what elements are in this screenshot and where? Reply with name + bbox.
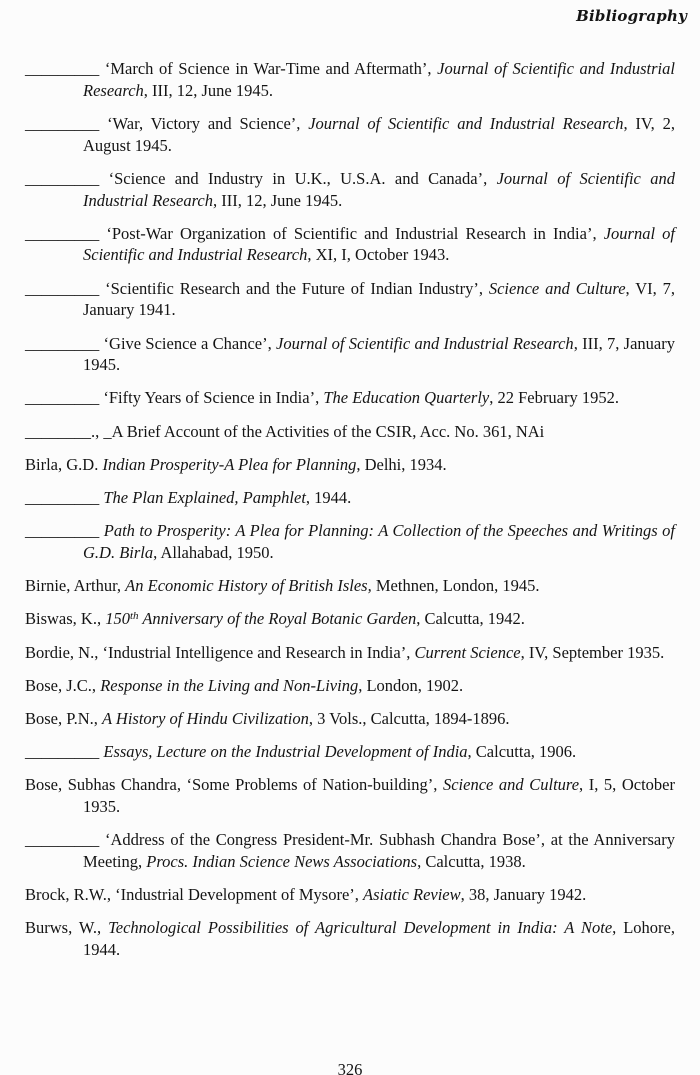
- entry-text-segment: th: [129, 610, 139, 623]
- entry-text-segment: Essays, Lecture on the Industrial Development of India: [103, 742, 468, 762]
- entry-text-segment: , 22 February 1952.: [489, 388, 619, 408]
- entry-text-segment: _________ ‘Science and Industry in U.K., U.S.A. and Canada’,: [25, 168, 497, 188]
- entry-text-segment: _________ ‘Post-War Organization of Scientific and Industrial Research in India’,: [25, 223, 604, 243]
- entry-text-segment: The Education Quarterly: [323, 388, 490, 408]
- entry-text-segment: Bose, Subhas Chandra, ‘Some Problems of Nation-building’,: [25, 775, 443, 795]
- entry-text-segment: _________: [25, 488, 104, 508]
- bibliography-entry: [25, 223, 675, 266]
- entry-text-segment: Journal of Scientific and Industrial Research: [83, 59, 675, 100]
- entry-text-segment: Journal of Scientific and Industrial Research: [276, 333, 574, 353]
- bibliography-entry: [25, 642, 675, 664]
- bibliography-entry: [25, 774, 675, 817]
- entry-text-segment: , Calcutta, 1938.: [417, 851, 526, 871]
- entry-text-segment: Technological Possibilities of Agricultural Development in India: A Note: [108, 918, 613, 938]
- bibliography-entry: [25, 884, 675, 906]
- entry-text-segment: 150: [105, 609, 130, 629]
- entry-text-segment: _________ ‘Give Science a Chance’,: [25, 333, 277, 353]
- bibliography-entry: [25, 575, 675, 597]
- entry-text-segment: _________: [25, 521, 104, 541]
- entry-text-segment: Journal of Scientific and Industrial Research: [308, 113, 624, 133]
- entry-text-segment: Procs. Indian Science News Associations: [146, 851, 418, 871]
- entry-text-segment: _________ ‘Fifty Years of Science in India’,: [25, 388, 324, 408]
- entry-text-segment: Methnen, London, 1945.: [371, 576, 540, 596]
- bibliography-entry: [25, 487, 675, 509]
- entry-text-segment: ________., _A Brief Account of the Activities of the CSIR, Acc. No. 361, NAi: [25, 421, 545, 441]
- entry-text-segment: _________ ‘March of Science in War-Time and Aftermath’,: [25, 59, 438, 78]
- entry-text-segment: , I, 5, October 1935.: [83, 775, 676, 817]
- entry-text-segment: , London, 1902.: [358, 675, 464, 695]
- entry-text-segment: , III, 7, January 1945.: [83, 333, 675, 375]
- entry-text-segment: The Plan Explained, Pamphlet: [103, 488, 306, 508]
- entry-text-segment: A History of Hindu Civilization: [102, 708, 309, 728]
- bibliography-entry: [25, 421, 675, 443]
- entry-text-segment: Journal of Scientific and Industrial Research: [83, 168, 675, 210]
- entry-text-segment: , III, 12, June 1945.: [143, 80, 274, 100]
- entry-text-segment: _________ ‘War, Victory and Science’,: [25, 113, 309, 133]
- entry-text-segment: , IV, September 1935.: [520, 642, 665, 662]
- entry-text-segment: , 3 Vols., Calcutta, 1894-1896.: [308, 708, 510, 728]
- bibliography-entry: [25, 333, 675, 376]
- bibliography-entry: [25, 675, 675, 697]
- bibliography-entry: [25, 278, 675, 321]
- entry-text-segment: Brock, R.W., ‘Industrial Development of Mysore’,: [25, 885, 364, 905]
- entry-text-segment: Bose, P.N.,: [25, 708, 103, 728]
- entry-text-segment: Bordie, N., ‘Industrial Intelligence and Research in India’,: [25, 642, 415, 662]
- entry-text-segment: Burws, W.,: [25, 918, 109, 938]
- entry-text-segment: , Allahabad, 1950.: [153, 542, 274, 562]
- entry-text-segment: Path to Prosperity: A Plea for Planning: A Collection of the Speeches and Writings of G.D. Birla: [83, 521, 676, 562]
- entry-text-segment: , VI, 7, January 1941.: [83, 278, 676, 320]
- entry-text-segment: Asiatic Review: [363, 885, 461, 905]
- entry-text-segment: , IV, 2, August 1945.: [83, 113, 675, 155]
- entry-text-segment: _________: [25, 742, 104, 762]
- bibliography-entry: [25, 741, 675, 763]
- bibliography-entry: [25, 168, 675, 211]
- entry-text-segment: Birnie, Arthur,: [25, 576, 126, 596]
- bibliography-entry: [25, 829, 675, 872]
- entry-text-segment: Journal of Scientific and Industrial Research: [83, 223, 675, 265]
- entry-text-segment: Response in the Living and Non-Living: [100, 675, 359, 695]
- bibliography-entry: [25, 708, 675, 730]
- entry-text-segment: Biswas, K.,: [25, 609, 106, 629]
- entry-text-segment: , 1944.: [305, 488, 352, 508]
- bibliography-entry: [25, 917, 675, 960]
- bibliography-entry: [25, 387, 675, 409]
- bibliography-entry: [25, 608, 675, 630]
- bibliography-entry: [25, 454, 675, 476]
- entry-text-segment: An Economic History of British Isles,: [125, 576, 372, 596]
- entry-text-segment: Indian Prosperity-A Plea for Planning: [102, 454, 357, 474]
- bibliography-entry: [25, 520, 675, 563]
- bibliography-entries: [25, 58, 675, 972]
- entry-text-segment: Science and Culture: [488, 278, 626, 298]
- entry-text-segment: , Lohore, 1944.: [83, 918, 675, 960]
- bibliography-entry: [25, 58, 675, 101]
- page-header-title: Bibliography: [576, 7, 687, 25]
- entry-text-segment: Current Science: [414, 642, 521, 662]
- entry-text-segment: Bose, J.C.,: [25, 675, 101, 695]
- entry-text-segment: Science and Culture: [442, 775, 580, 795]
- entry-text-segment: , XI, I, October 1943.: [307, 245, 450, 265]
- entry-text-segment: , III, 12, June 1945.: [213, 190, 343, 210]
- entry-text-segment: , Calcutta, 1906.: [467, 742, 577, 762]
- entry-text-segment: Birla, G.D.: [25, 454, 103, 474]
- page-number: 326: [337, 1060, 363, 1075]
- entry-text-segment: _________ ‘Address of the Congress President-Mr. Subhash Chandra Bose’, at the Anniversary Meeting,: [25, 830, 675, 871]
- entry-text-segment: _________ ‘Scientific Research and the Future of Indian Industry’,: [25, 278, 489, 298]
- bibliography-entry: [25, 113, 675, 156]
- entry-text-segment: Anniversary of the Royal Botanic Garden: [138, 609, 417, 629]
- entry-text-segment: , 38, January 1942.: [460, 885, 587, 905]
- entry-text-segment: , Delhi, 1934.: [356, 454, 447, 474]
- entry-text-segment: , Calcutta, 1942.: [416, 609, 525, 629]
